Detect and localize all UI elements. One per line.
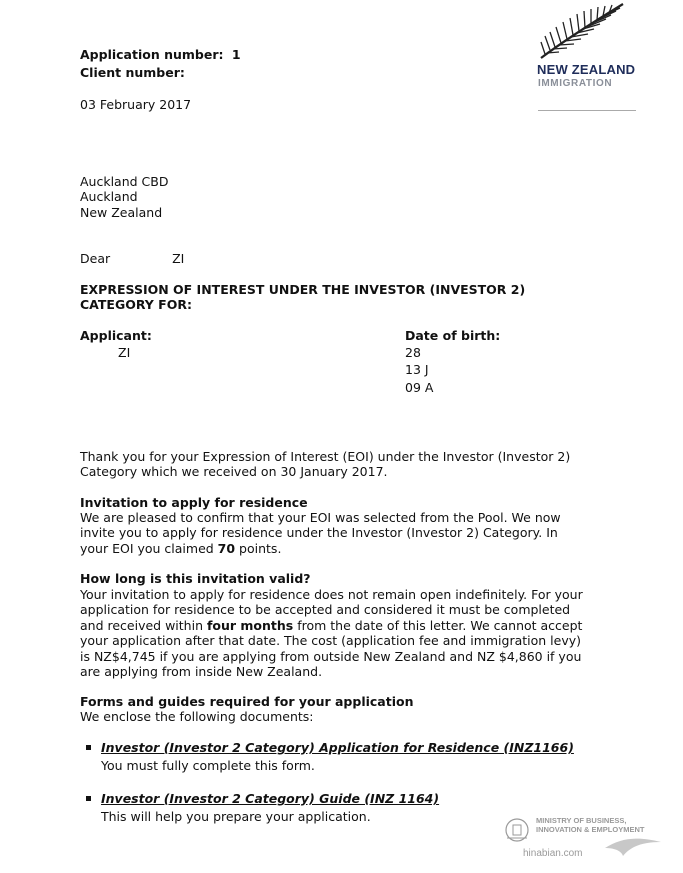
ministry-line-2: INNOVATION & EMPLOYMENT: [536, 825, 645, 834]
address-line-2: Auckland: [80, 189, 138, 205]
greeting-name: ZI: [172, 251, 185, 266]
intro-paragraph: Thank you for your Expression of Interest (EOI) under the Investor (Investor 2) Category which we received on 30 January 2017.: [80, 449, 571, 480]
applicant-name-1: ZI: [80, 345, 130, 360]
address-line-1: Auckland CBD: [80, 174, 169, 189]
validity-heading: How long is this invitation valid?: [80, 571, 311, 586]
document-item: [101, 740, 574, 774]
ministry-footer: [503, 814, 673, 869]
validity-paragraph: Your invitation to apply for residence does not remain open indefinitely. For your application for residence to be accepted and considered it must be completed and received within four months from the date of this letter. We cannot accept your application after that date. The cost (application fee and immigration levy) is NZ$4,745 if you are applying from outside New Zealand and NZ $4,860 if you are applying from inside New Zealand.: [80, 587, 583, 680]
address-block: [80, 174, 168, 220]
watermark-bird-icon: [603, 828, 663, 858]
ministry-line-1: MINISTRY OF BUSINESS,: [536, 816, 627, 825]
client-number-label: Client number:: [80, 65, 185, 80]
invitation-paragraph: We are pleased to confirm that your EOI was selected from the Pool. We now invite you to apply for residence under the Investor (Investor 2) Category. In your EOI you claimed 70 points.: [80, 510, 561, 556]
bullet-icon: [86, 796, 91, 801]
client-number: [80, 65, 185, 80]
address-line-3: New Zealand: [80, 204, 163, 220]
application-number: [80, 47, 241, 62]
subject-heading: [80, 282, 525, 313]
application-number-label: Application number:: [80, 47, 224, 62]
watermark-text: hinabian.com: [523, 848, 583, 859]
applicant-dob-1: 28: [405, 345, 421, 360]
letter-date: 03 February 2017: [80, 97, 192, 112]
forms-intro: We enclose the following documents:: [80, 709, 314, 724]
document-link-inz1166[interactable]: Investor (Investor 2 Category) Application for Residence (INZ1166): [101, 740, 574, 755]
subject-line-2: CATEGORY FOR:: [80, 297, 192, 313]
bullet-icon: [86, 745, 91, 750]
forms-heading: Forms and guides required for your application: [80, 694, 414, 709]
logo-line-1: NEW ZEALAND: [537, 62, 636, 77]
silver-fern-icon: [537, 2, 627, 60]
logo-divider: [538, 110, 636, 111]
claimed-points: 70: [217, 540, 236, 556]
applicant-dob-3: 09 A: [405, 380, 434, 395]
subject-line-1: EXPRESSION OF INTEREST UNDER THE INVESTOR (INVESTOR 2): [80, 282, 526, 297]
greeting-dear: Dear: [80, 251, 111, 266]
nz-immigration-logo: [537, 2, 637, 112]
coat-of-arms-icon: [503, 816, 531, 844]
document-link-inz1164[interactable]: Investor (Investor 2 Category) Guide (INZ 1164): [101, 791, 440, 806]
document-item: [101, 791, 439, 825]
applicant-dob-2: 13 J: [405, 362, 429, 377]
redacted-name: [114, 254, 168, 263]
four-months-emphasis: four months: [206, 617, 294, 633]
dob-header: Date of birth:: [405, 328, 501, 343]
document-note: This will help you prepare your application.: [101, 809, 371, 825]
application-number-value: 1: [231, 47, 241, 62]
invitation-heading: Invitation to apply for residence: [80, 495, 308, 510]
applicant-header: Applicant:: [80, 328, 152, 343]
greeting: [80, 251, 184, 266]
document-note: You must fully complete this form.: [101, 758, 315, 774]
logo-line-2: IMMIGRATION: [538, 78, 613, 89]
